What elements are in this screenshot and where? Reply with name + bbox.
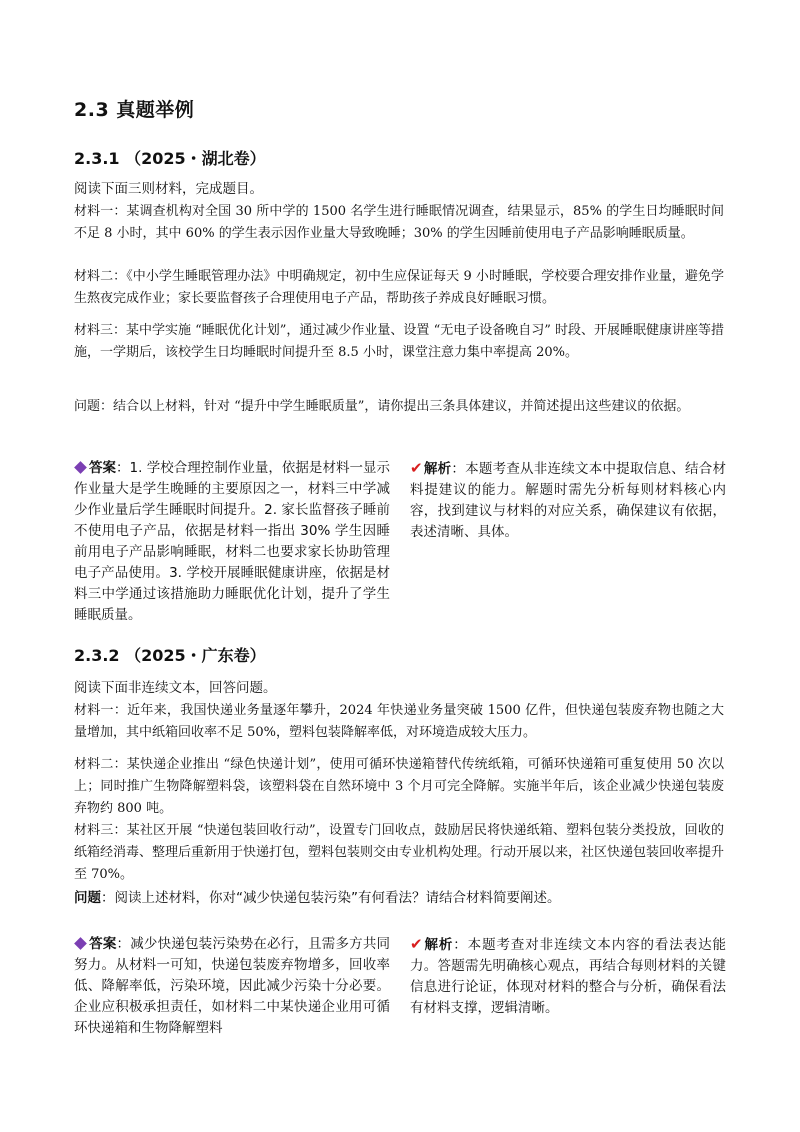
q2-analysis-block — [410, 934, 726, 1019]
q2-question-label: 问题 — [74, 890, 101, 906]
diamond-icon — [74, 937, 87, 950]
q2-material-1: 材料一：近年来，我国快递业务量逐年攀升，2024 年快递业务量突破 1500 亿件，但快递包装废弃物也随之大量增加，其中纸箱回收率不足 50%，塑料包装降解率低，对环境造成较大压力。 — [74, 703, 724, 740]
section-title: 2.3 真题举例 — [74, 99, 195, 121]
q1-answer-text: ：1. 学校合理控制作业量，依据是材料一显示作业量大是学生晚睡的主要原因之一，材料三中学减少作业量后学生睡眠时间提升。2. 家长监督孩子睡前不使用电子产品，依据是材料一指出 30% 学生因睡前用电子产品影响睡眠，材料二也要求家长协助管理电子产品使用。3. 学校开展睡眠健康讲座，依据是材料三中学通过该措施助力睡眠优化计划，提升了学生睡眠质量。 — [74, 460, 391, 623]
checkmark-icon: ✔ — [410, 459, 423, 477]
q2-analysis-text: ：本题考查对非连续文本内容的看法表达能力。答题需先明确核心观点，再结合每则材料的关键信息进行论证，体现对材料的整合与分析，确保看法有材料支撑，逻辑清晰。 — [410, 937, 726, 1016]
q1-intro: 阅读下面三则材料，完成题目。 — [74, 181, 263, 197]
q1-material-1: 材料一：某调查机构对全国 30 所中学的 1500 名学生进行睡眠情况调查，结果显示，85% 的学生日均睡眠时间不足 8 小时，其中 60% 的学生表示因作业量大导致晚睡；30% 的学生因睡前使用电子产品影响睡眠质量。 — [74, 204, 724, 241]
q2-question-text: ：阅读上述材料，你对“减少快递包装污染”有何看法？请结合材料简要阐述。 — [101, 890, 561, 906]
checkmark-icon: ✔ — [410, 935, 423, 953]
diamond-icon — [74, 461, 87, 474]
q2-question — [74, 887, 724, 909]
q2-answer-label: 答案 — [89, 936, 117, 952]
q1-question: 问题：结合以上材料，针对 “提升中学生睡眠质量”，请你提出三条具体建议，并简述提出这些建议的依据。 — [74, 399, 690, 414]
q2-intro: 阅读下面非连续文本，回答问题。 — [74, 680, 277, 696]
q1-answer-block — [74, 458, 390, 626]
q1-answer-label: 答案 — [89, 460, 117, 476]
q1-analysis-text: ：本题考查从非连续文本中提取信息、结合材料提建议的能力。解题时需先分析每则材料核心内容，找到建议与材料的对应关系，确保建议有依据，表述清晰、具体。 — [410, 461, 727, 540]
q2-material-2: 材料二：某快递企业推出 “绿色快递计划”，使用可循环快递箱替代传统纸箱，可循环快递箱可重复使用 50 次以上；同时推广生物降解塑料袋，该塑料袋在自然环境中 3 个月可完全降解。实施半年后，该企业减少快递包装废弃物约 800 吨。 — [74, 757, 724, 816]
q1-heading: 2.3.1 （2025・湖北卷） — [74, 149, 266, 168]
q1-analysis-label: 解析 — [423, 461, 452, 477]
q2-analysis-label: 解析 — [423, 937, 454, 953]
q2-heading: 2.3.2 （2025・广东卷） — [74, 646, 266, 665]
q1-material-3: 材料三：某中学实施 “睡眠优化计划”，通过减少作业量、设置 “无电子设备晚自习” 时段、开展睡眠健康讲座等措施，一学期后，该校学生日均睡眠时间提升至 8.5 小时，课堂注意力集中率提高 20%。 — [74, 323, 724, 360]
q2-answer-block — [74, 934, 390, 1039]
q2-material-3: 材料三：某社区开展 “快递包装回收行动”，设置专门回收点，鼓励居民将快递纸箱、塑料包装分类投放，回收的纸箱经消毒、整理后重新用于快递打包，塑料包装则交由专业机构处理。行动开展以来，社区快递包装回收率提升至 70%。 — [74, 823, 725, 882]
q1-analysis-block — [410, 458, 726, 543]
q1-material-2: 材料二：《中小学生睡眠管理办法》中明确规定，初中生应保证每天 9 小时睡眠，学校要合理安排作业量，避免学生熬夜完成作业；家长要监督孩子合理使用电子产品，帮助孩子养成良好睡眠习惯。 — [74, 269, 724, 306]
q2-answer-text: ：减少快递包装污染势在必行，且需多方共同努力。从材料一可知，快递包装废弃物增多，回收率低、降解率低，污染环境，因此减少污染十分必要。企业应积极承担责任，如材料二中某快递企业用可循环快递箱和生物降解塑料 — [74, 936, 391, 1036]
